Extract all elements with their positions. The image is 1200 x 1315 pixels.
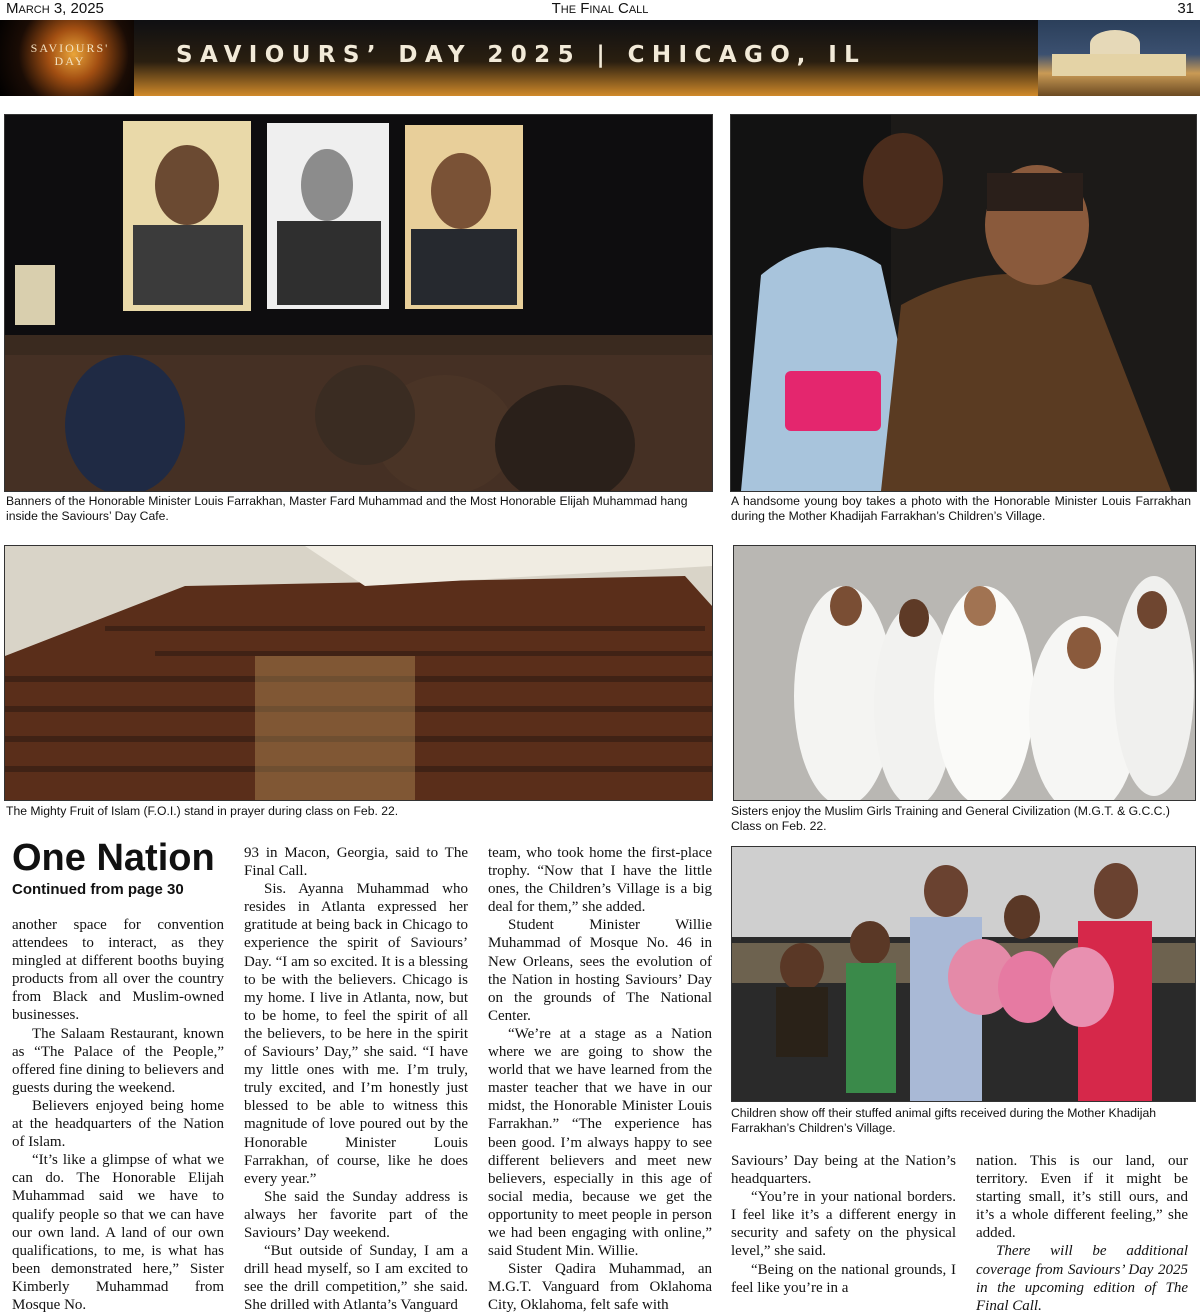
article-column-3 — [488, 844, 712, 1314]
issue-date: March 3, 2025 — [6, 0, 104, 17]
paragraph: “You’re in your national borders. I feel like it’s a different energy in security and safety on the physical level,” she said. — [731, 1189, 956, 1260]
foi-caption: The Mighty Fruit of Islam (F.O.I.) stand in prayer during class on Feb. 22. — [6, 804, 399, 818]
sisters-scene — [734, 546, 1195, 800]
article-kicker: Continued from page 30 — [12, 881, 184, 898]
paragraph: Believers enjoyed being home at the headquarters of the Nation of Islam. — [12, 1097, 224, 1151]
editor-note: There will be additional coverage from Saviours’ Day 2025 in the upcoming edition of The Final Call. — [976, 1243, 1188, 1314]
article-column-5 — [976, 1152, 1188, 1315]
paragraph: team, who took home the first-place trophy. “Now that I have the little ones, the Children’s Village is a big deal for them,” she added. — [488, 845, 712, 916]
article-column-1 — [12, 916, 224, 1314]
selfie-scene — [731, 115, 1196, 491]
foi-prayer-photo — [4, 545, 713, 801]
paragraph: 93 in Macon, Georgia, said to The Final Call. — [244, 845, 468, 880]
paragraph: “We’re at a stage as a Nation where we are going to show the world that we have learned from the master teacher that we have in our midst, the Honorable Minister Louis Farrakhan.” “The experience has been good. I’m always happy to see different believers and meet new believers, especially in this age of social media, because we get the opportunity to meet people in person we had been engaging with online,” said Student Min. Willie. — [488, 1025, 712, 1260]
mosque-building — [1052, 54, 1186, 76]
paragraph: She said the Sunday address is always her favorite part of the Saviours’ Day weekend. — [244, 1188, 468, 1241]
saviours-day-logo — [0, 20, 134, 96]
national-center-photo — [1038, 20, 1200, 96]
logo-text: SAVIOURS' DAY — [30, 41, 110, 68]
paragraph: Saviours’ Day being at the Nation’s headquarters. — [731, 1153, 956, 1188]
paragraph: nation. This is our land, our territory. Even if it might be starting small, it’s still ours, and it’s a whole different feeling,” she added. — [976, 1153, 1188, 1242]
event-banner — [0, 20, 1200, 96]
children-scene — [732, 847, 1195, 1101]
paragraph: Student Minister Willie Muhammad of Mosque No. 46 in New Orleans, sees the evolution of the Nation in hosting Saviours’ Day on the grounds of The National Center. — [488, 917, 712, 1024]
paragraph: “Being on the national grounds, I feel like you’re in a — [731, 1261, 956, 1296]
children-caption: Children show off their stuffed animal gifts received during the Mother Khadijah Farrakhan’s Children’s Village. — [731, 1106, 1156, 1135]
paragraph: Sis. Ayanna Muhammad who resides in Atlanta expressed her gratitude at being back in Chicago to experience the spirit of Saviours’ Day. “I am so excited. It is a blessing to be with the believers. Chicago is my home. I live in Atlanta, now, but to be home, to feel the spirit of all the believers, to be here in the spirit of Saviours’ Day,” she said. “I have my little ones with me. I’m truly, truly excited, and I’m honestly just blessed to be able to witness this magnitude of love poured out by the Honorable Minister Louis Farrakhan, of course, like he does every year.” — [244, 881, 468, 1187]
article-headline: One Nation — [12, 837, 215, 879]
cafe-scene — [5, 115, 712, 491]
paragraph: Sister Qadira Muhammad, an M.G.T. Vanguard from Oklahoma City, Oklahoma, felt safe with — [488, 1261, 712, 1314]
sisters-caption: Sisters enjoy the Muslim Girls Training and General Civilization (M.G.T. & G.C.C.) Class on Feb. 22. — [731, 804, 1170, 833]
children-gifts-photo — [731, 846, 1196, 1102]
publication-name: The Final Call — [551, 0, 649, 17]
sisters-mgt-photo — [733, 545, 1196, 801]
paragraph: The Salaam Restaurant, known as “The Palace of the People,” offered fine dining to believers and guests during the weekend. — [12, 1025, 224, 1096]
paragraph: another space for convention attendees to interact, as they mingled at different booths buying products from all over the country from Black and Muslim-owned businesses. — [12, 917, 224, 1024]
article-column-4 — [731, 1152, 956, 1297]
page-number: 31 — [1177, 0, 1194, 17]
selfie-photo — [730, 114, 1197, 492]
banner-title: SAVIOURS’ DAY 2025 | CHICAGO, IL — [176, 42, 867, 68]
selfie-caption: A handsome young boy takes a photo with the Honorable Minister Louis Farrakhan during the Mother Khadijah Farrakhan’s Children’s Village. — [731, 494, 1191, 523]
foi-scene — [5, 546, 712, 800]
paragraph: “It’s like a glimpse of what we can do. The Honorable Elijah Muhammad said we have to qualify people so that we can have our own land. A land of our own qualifications, to me, is what has been demonstrated here,” Sister Kimberly Muhammad from Mosque No. — [12, 1152, 224, 1313]
cafe-banners-photo — [4, 114, 713, 492]
cafe-caption: Banners of the Honorable Minister Louis Farrakhan, Master Fard Muhammad and the Most Honorable Elijah Muhammad hang inside the Saviours’ Day Cafe. — [6, 494, 688, 523]
article-column-2 — [244, 844, 468, 1314]
paragraph: “But outside of Sunday, I am a drill head myself, so I am excited to see the drill competition,” she said. She drilled with Atlanta’s Vanguard — [244, 1243, 468, 1314]
running-header — [0, 0, 1200, 18]
